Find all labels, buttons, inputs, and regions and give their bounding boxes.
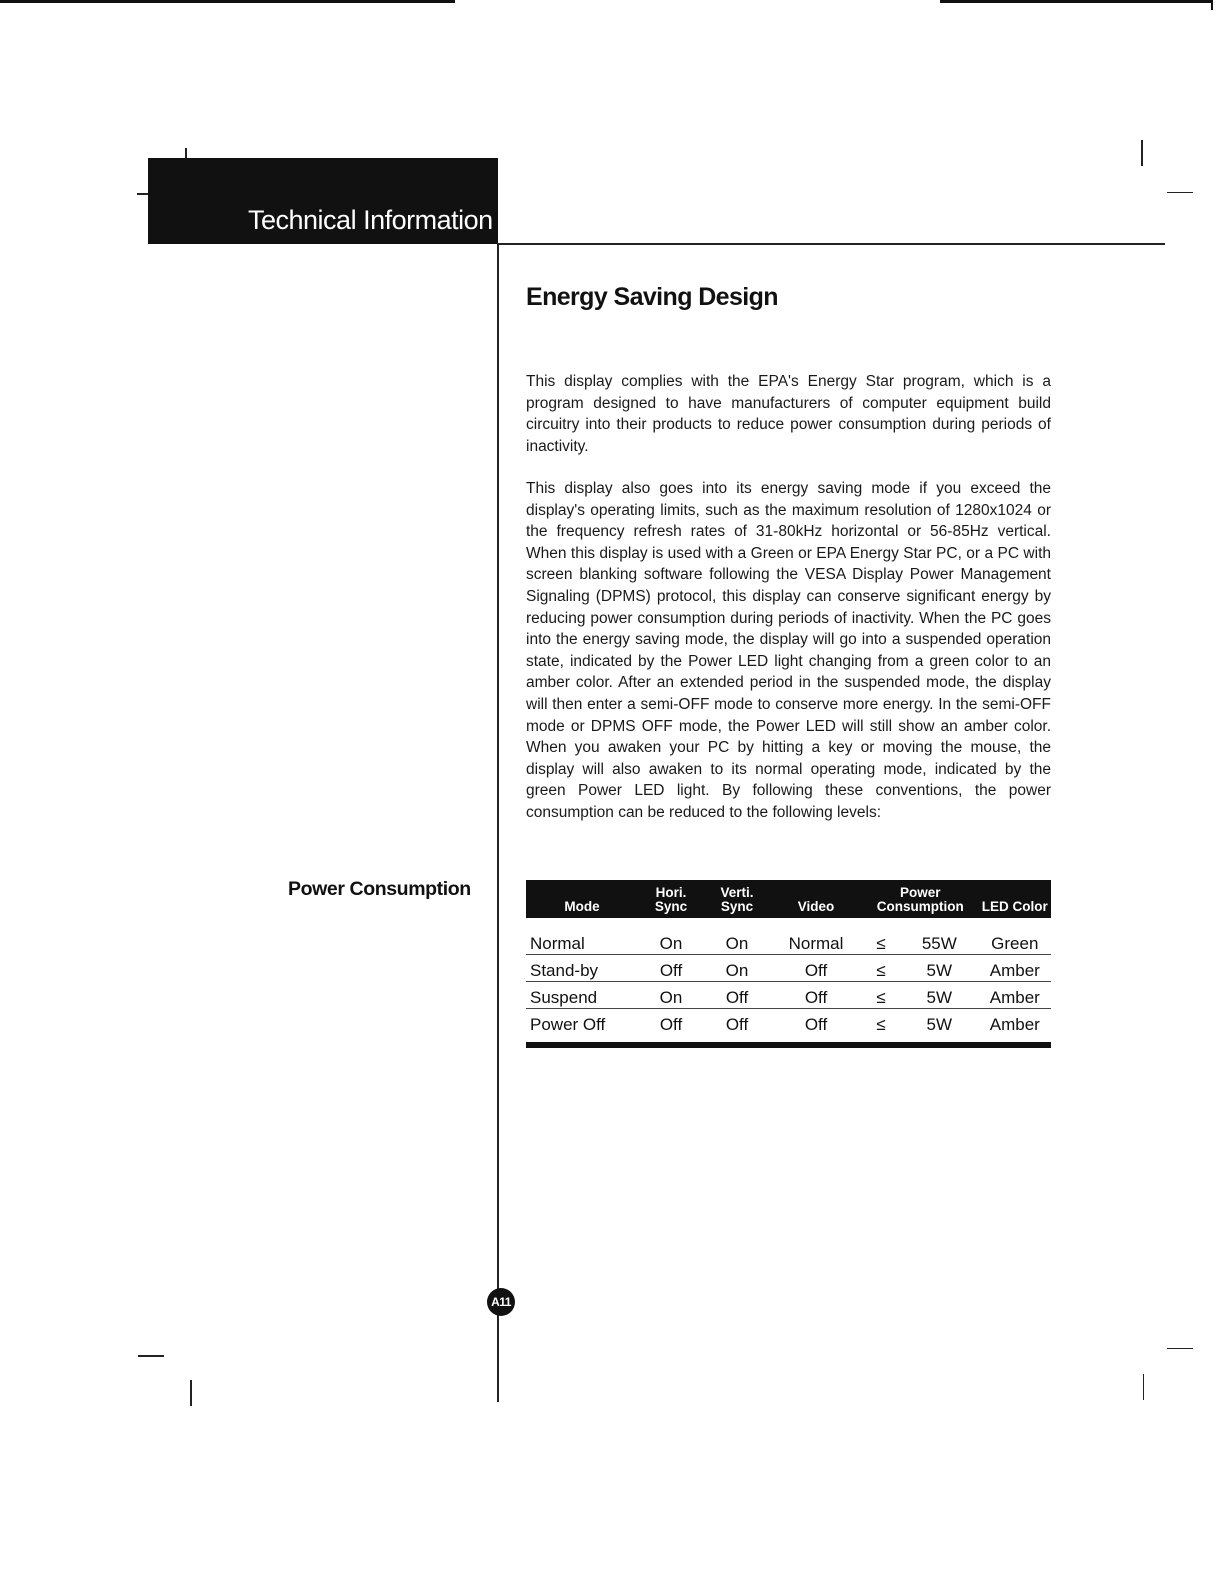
cell-mode: Suspend xyxy=(526,982,638,1009)
header-mode: Mode xyxy=(526,880,638,918)
cell-video: Off xyxy=(770,982,862,1009)
table-row xyxy=(526,955,1051,982)
cell-verti-sync: Off xyxy=(725,1015,749,1034)
cell-hori-sync: Off xyxy=(659,1015,683,1034)
cell-power: 5W xyxy=(926,1015,953,1034)
cell-mode: Stand-by xyxy=(526,955,638,982)
header-hori-line1: Hori. xyxy=(655,885,687,900)
table-header-row xyxy=(526,880,1051,918)
cell-verti-sync: On xyxy=(704,955,770,982)
page-header-title: Technical Information xyxy=(248,205,493,235)
cell-comparator: ≤ xyxy=(862,918,900,955)
column-divider xyxy=(497,244,499,1402)
right-edge-mark xyxy=(1211,0,1213,10)
crop-mark xyxy=(138,1355,164,1357)
cell-video: Off xyxy=(804,1015,828,1034)
header-hori-sync xyxy=(638,880,704,918)
header-led-color: LED Color xyxy=(979,880,1051,918)
header-power-consumption xyxy=(862,880,979,918)
crop-mark xyxy=(190,1380,192,1406)
intro-paragraph: This display complies with the EPA's Energy Star program, which is a program designed to have manufacturers of computer equipment build circuitry into their products to reduce power consumption during periods of inactivity. xyxy=(526,373,1051,455)
power-consumption-label: Power Consumption xyxy=(288,878,471,900)
top-border-left xyxy=(0,0,455,3)
cell-power: 5W xyxy=(900,982,979,1009)
table-row xyxy=(526,982,1051,1009)
cell-power: 55W xyxy=(900,918,979,955)
cell-hori-sync: On xyxy=(638,918,704,955)
header-power-line1: Power xyxy=(900,885,941,900)
crop-mark xyxy=(1167,1348,1193,1349)
table-bottom-rule xyxy=(526,1042,1051,1048)
cell-led-color: Amber xyxy=(979,982,1051,1009)
cell-led-color: Amber xyxy=(989,1015,1040,1034)
cell-comparator: ≤ xyxy=(876,1015,886,1034)
cell-hori-sync: On xyxy=(638,982,704,1009)
header-verti-line1: Verti. xyxy=(720,885,754,900)
cell-video: Off xyxy=(770,955,862,982)
cell-verti-sync: Off xyxy=(704,982,770,1009)
header-verti-sync xyxy=(704,880,770,918)
header-power-line2: Consumption xyxy=(876,899,964,914)
crop-mark xyxy=(1167,192,1193,193)
section-title: Energy Saving Design xyxy=(526,283,778,311)
cell-comparator: ≤ xyxy=(862,982,900,1009)
cell-power: 5W xyxy=(900,955,979,982)
header-hori-line2: Sync xyxy=(654,899,688,914)
cell-led-color: Green xyxy=(979,918,1051,955)
cell-verti-sync: On xyxy=(704,918,770,955)
header-verti-line2: Sync xyxy=(720,899,754,914)
crop-mark xyxy=(1143,1374,1144,1400)
top-border-right xyxy=(940,0,1212,3)
table-row xyxy=(526,1009,1051,1036)
cell-video: Normal xyxy=(770,918,862,955)
cell-mode: Normal xyxy=(526,918,638,955)
cell-hori-sync: Off xyxy=(638,955,704,982)
table-row xyxy=(526,918,1051,955)
header-rule xyxy=(497,243,1165,245)
crop-mark xyxy=(1141,140,1143,166)
power-consumption-table xyxy=(526,880,1051,1035)
details-paragraph: This display also goes into its energy saving mode if you exceed the display's operating limits, such as the maximum resolution of 1280x1024 or the frequency refresh rates of 31-80kHz horizontal or 56-85Hz vertical. When this display is used with a Green or EPA Energy Star PC, or a PC with screen blanking software following the VESA Display Power Management Signaling (DPMS) protocol, this display can conserve significant energy by reducing power consumption during periods of inactivity. When the PC goes into the energy saving mode, the display will go into a suspended operation state, indicated by the Power LED light changing from a green color to an amber color. After an extended period in the suspended mode, the display will then enter a semi-OFF mode to conserve more energy. In the semi-OFF mode or DPMS OFF mode, the Power LED will still show an amber color. When you awaken your PC by hitting a key or moving the mouse, the display will also awaken to its normal operating mode, indicated by the green Power LED light. By following these conventions, the power consumption can be reduced to the following levels: xyxy=(526,480,1051,821)
page-number-badge: A11 xyxy=(487,1288,515,1316)
header-video: Video xyxy=(770,880,862,918)
cell-comparator: ≤ xyxy=(862,955,900,982)
cell-led-color: Amber xyxy=(979,955,1051,982)
cell-mode: Power Off xyxy=(530,1015,606,1034)
